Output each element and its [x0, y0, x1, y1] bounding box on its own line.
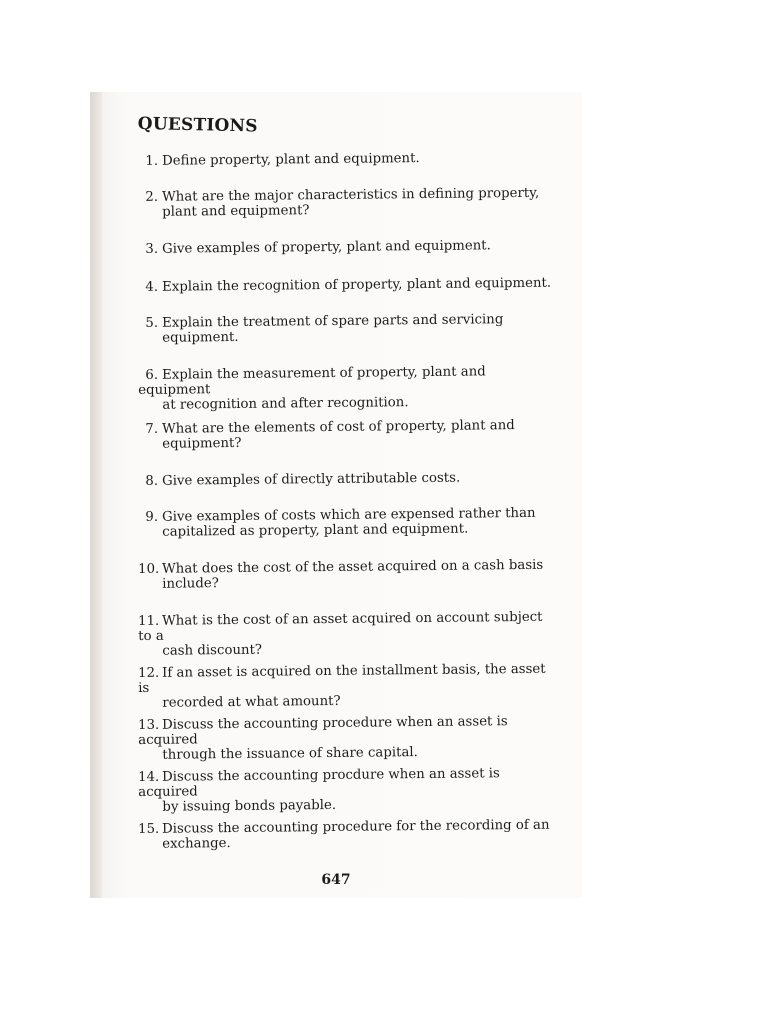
question-text: What are the major characteristics in defining property, — [161, 185, 540, 205]
question-number: 7. — [145, 421, 159, 437]
question-3 — [138, 238, 558, 257]
question-text: Discuss the accounting procedure when an asset is acquired — [138, 714, 508, 748]
question-text-continued: include? — [162, 576, 219, 592]
question-number: 3. — [145, 241, 159, 257]
question-text: What are the elements of cost of property, plant and — [161, 418, 515, 437]
question-14 — [138, 766, 558, 815]
question-number: 12. — [138, 665, 160, 681]
scanned-page — [90, 92, 582, 898]
question-number: 14. — [138, 769, 160, 785]
question-13 — [138, 714, 558, 763]
question-text: Give examples of costs which are expensed rather than — [161, 505, 536, 525]
question-number: 2. — [145, 189, 159, 205]
question-number: 13. — [138, 717, 160, 733]
page-binding-edge — [90, 92, 102, 898]
question-6 — [138, 364, 558, 413]
question-number: 9. — [145, 509, 159, 525]
question-9 — [138, 506, 558, 540]
question-number: 8. — [145, 473, 159, 489]
section-heading: QUESTIONS — [137, 114, 258, 137]
question-2 — [138, 186, 558, 220]
question-text-continued: plant and equipment? — [162, 203, 310, 220]
question-11 — [138, 610, 558, 659]
question-text: Explain the measurement of property, plant and equipment — [138, 364, 486, 398]
question-number: 6. — [145, 367, 159, 383]
question-text: If an asset is acquired on the installment basis, the asset is — [138, 661, 546, 696]
question-text-continued: through the issuance of share capital. — [162, 745, 418, 763]
question-8 — [138, 470, 558, 489]
question-text-continued: at recognition and after recognition. — [162, 395, 409, 413]
question-text: What is the cost of an asset acquired on account subject to a — [138, 609, 543, 644]
question-text-continued: by issuing bonds payable. — [162, 797, 337, 815]
question-text-continued: recorded at what amount? — [162, 693, 341, 711]
question-12 — [138, 662, 558, 711]
question-number: 10. — [138, 561, 160, 577]
question-text: Explain the recognition of property, plant and equipment. — [161, 275, 552, 295]
question-text: Give examples of directly attributable costs. — [161, 470, 461, 489]
question-number: 15. — [138, 821, 160, 837]
question-text-continued: exchange. — [162, 836, 231, 852]
question-text-continued: equipment. — [162, 329, 239, 346]
page-number: 647 — [321, 872, 351, 888]
question-10 — [138, 558, 558, 592]
question-text: Discuss the accounting procdure when an asset is acquired — [138, 766, 500, 800]
question-text-continued: cash discount? — [162, 642, 263, 659]
question-number: 5. — [145, 315, 159, 331]
question-text: Discuss the accounting procedure for the recording of an — [161, 817, 550, 837]
question-1 — [138, 150, 558, 169]
question-number: 11. — [138, 613, 160, 629]
question-15 — [138, 818, 558, 852]
question-4 — [138, 276, 558, 295]
question-text: Give examples of property, plant and equipment. — [161, 238, 491, 257]
question-text: Explain the treatment of spare parts and servicing — [161, 312, 504, 331]
question-text-continued: capitalized as property, plant and equipment. — [162, 521, 469, 540]
question-text: What does the cost of the asset acquired on a cash basis — [161, 557, 544, 577]
question-number: 1. — [145, 153, 159, 169]
question-5 — [138, 312, 558, 346]
question-number: 4. — [145, 279, 159, 295]
question-text-continued: equipment? — [162, 435, 242, 452]
question-7 — [138, 418, 558, 452]
question-text: Define property, plant and equipment. — [161, 151, 420, 169]
